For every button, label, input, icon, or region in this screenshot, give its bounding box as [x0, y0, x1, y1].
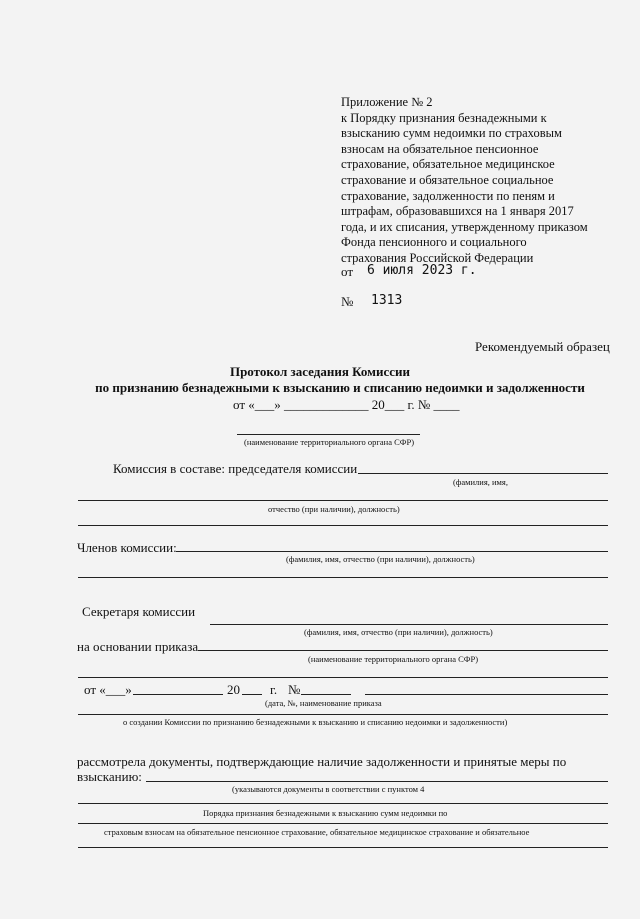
org-name-caption: (наименование территориального органа СФР): [244, 437, 415, 447]
appendix-line: страхования Российской Федерации: [341, 250, 534, 265]
appendix-date-prefix: от: [341, 264, 354, 279]
creation-caption: о создании Комиссии по признанию безнадежными к взысканию и списанию недоимки и задолженности): [123, 717, 508, 727]
secretary-caption: (фамилия, имя, отчество (при наличии), должность): [304, 627, 493, 637]
members-caption: (фамилия, имя, отчество (при наличии), должность): [286, 554, 475, 564]
appendix-number-value: 1313: [371, 293, 403, 308]
order-date-no: №: [288, 682, 301, 697]
order-date-left: от «___»: [84, 682, 132, 697]
order-label: на основании приказа: [77, 639, 199, 654]
secretary-line: [210, 624, 608, 625]
chair-line-2: [78, 500, 608, 501]
chair-line: [358, 473, 608, 474]
org-name-line: [237, 434, 420, 435]
appendix-line: Фонда пенсионного и социального: [341, 235, 527, 250]
procedure-caption: Порядка признания безнадежными к взысканию сумм недоимки по: [203, 808, 448, 818]
chair-line-3: [78, 525, 608, 526]
reviewed-line: рассмотрела документы, подтверждающие наличие задолженности и принятые меры по: [77, 754, 567, 769]
order-name-line: [365, 694, 608, 695]
order-line-2: [78, 677, 608, 678]
members-label: Членов комиссии:: [77, 540, 177, 555]
order-date-caption: (дата, №, наименование приказа: [265, 698, 382, 708]
appendix-number-prefix: №: [341, 294, 354, 309]
order-date-day-line: [133, 694, 223, 695]
appendix-title: Приложение № 2: [341, 95, 433, 109]
appendix-line: страхование, задолженности по пеням и: [341, 188, 555, 203]
members-line-2: [78, 577, 608, 578]
appendix-line: страхование и обязательное социальное: [341, 172, 554, 187]
appendix-date-value: 6 июля 2023 г.: [367, 263, 477, 278]
appendix-line: штрафам, образовавшихся на 1 января 2017: [341, 204, 574, 219]
order-date-year-line: [242, 694, 262, 695]
appendix-line: к Порядку признания безнадежными к: [341, 110, 547, 125]
chair-caption-2: отчество (при наличии), должность): [268, 504, 400, 514]
recommended-sample-label: Рекомендуемый образец: [475, 339, 610, 354]
docs-line-2: [78, 803, 608, 804]
docs-caption: (указываются документы в соответствии с пунктом 4: [232, 784, 425, 794]
appendix-line: взносам на обязательное пенсионное: [341, 141, 539, 156]
order-date-g: г.: [270, 682, 278, 697]
protocol-date-line: от «___» _____________ 20___ г. № ____: [233, 397, 460, 412]
insurance-caption: страховым взносам на обязательное пенсионное страхование, обязательное медицинское страхование и обязательное: [104, 827, 530, 837]
order-date-year: 20: [227, 682, 240, 697]
appendix-line: взысканию сумм недоимки по страховым: [341, 126, 562, 141]
reviewed-line-2: взысканию:: [77, 769, 142, 784]
appendix-line: года, и их списания, утвержденному приказом: [341, 219, 588, 234]
order-date-no-line: [301, 694, 351, 695]
appendix-block: [341, 95, 611, 267]
protocol-subtitle: по признанию безнадежными к взысканию и списанию недоимки и задолженности: [95, 380, 585, 395]
docs-line: [146, 781, 608, 782]
members-line: [176, 551, 608, 552]
secretary-label: Секретаря комиссии: [82, 604, 196, 619]
commission-label: Комиссия в составе: председателя комиссии: [113, 461, 358, 476]
docs-line-3: [78, 823, 608, 824]
appendix-line: страхование, обязательное медицинское: [341, 157, 555, 172]
order-line-3: [78, 714, 608, 715]
protocol-title: Протокол заседания Комиссии: [229, 364, 411, 379]
chair-caption: (фамилия, имя,: [453, 477, 508, 487]
docs-line-4: [78, 847, 608, 848]
order-caption: (наименование территориального органа СФР): [308, 654, 479, 664]
order-line: [198, 650, 608, 651]
